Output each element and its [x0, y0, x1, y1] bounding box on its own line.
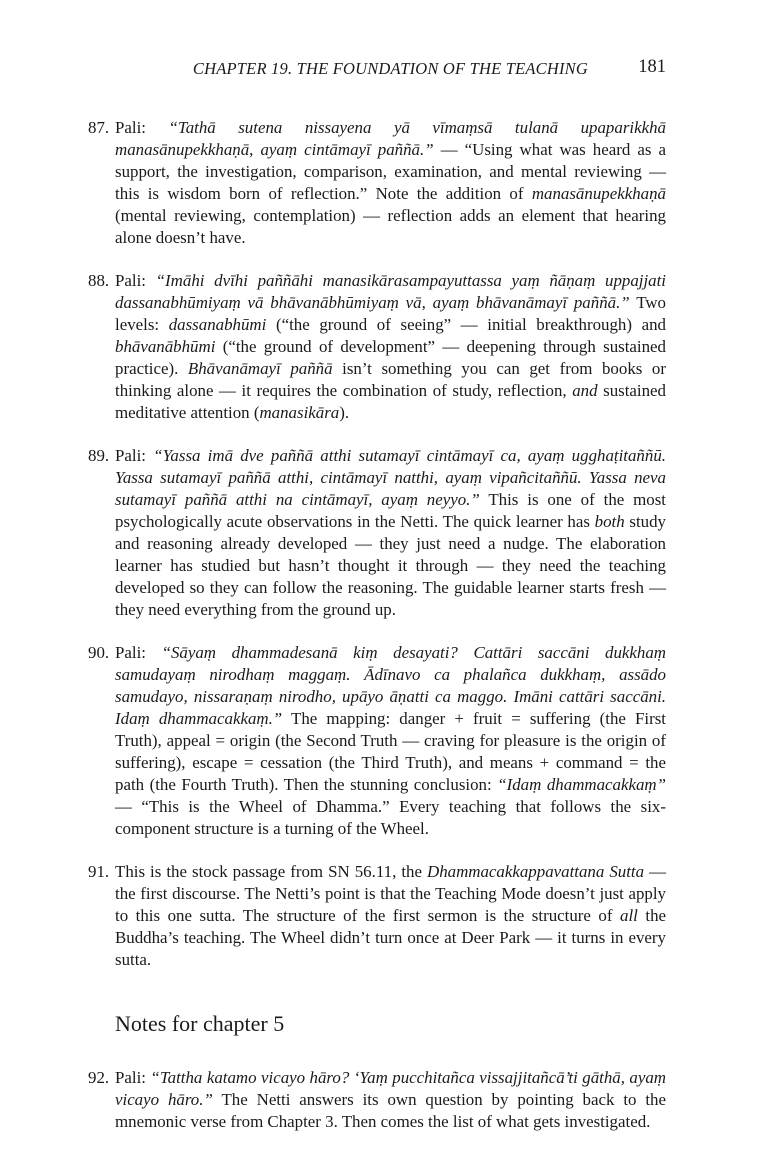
note-text: study and reasoning already developed — they just need a nudge. The elaboration learner has studied but hasn’t thought it through — they need the teaching developed so they can follow the reasoning. The guidable learner starts fresh — they need everything from the ground up.: [115, 512, 666, 619]
italic-text: “Sāyaṃ dhammadesanā kiṃ desayati? Cattāri saccāni dukkhaṃ samudayaṃ nirodhaṃ maggaṃ. Ādīnavo ca phalañca dukkhaṃ, assādo samudayo, nissaraṇaṃ nirodho, upāyo āṇatti ca maggo. Imāni cattāri saccāni. Idaṃ dhammacakkaṃ.”: [115, 643, 666, 728]
endnote-number: 87.: [88, 118, 110, 137]
running-head: [114, 57, 666, 81]
page-number: 181: [638, 57, 666, 77]
section-heading: Notes for chapter 5: [115, 1011, 285, 1036]
note-text: ).: [339, 403, 350, 422]
endnote: [88, 445, 666, 621]
note-text: — the first discourse. The Netti’s point is that the Teaching Mode doesn’t just apply to this one sutta. The structure of the first sermon is the structure of: [115, 862, 666, 925]
note-text: Pali:: [115, 446, 154, 465]
note-text: Pali:: [115, 1068, 151, 1087]
note-text: isn’t something you can get from books or thinking alone — it requires the combination of study, reflection,: [115, 359, 666, 400]
endnote-number: 90.: [88, 643, 110, 662]
note-text: (mental reviewing, contemplation) — reflection adds an element that hearing alone doesn’t have.: [115, 206, 666, 247]
note-text: Pali:: [115, 271, 156, 290]
note-text: The Netti answers its own question by pointing back to the mnemonic verse from Chapter 3. Then comes the list of what gets investigated.: [115, 1090, 666, 1131]
note-text: Pali:: [115, 118, 169, 137]
endnote: [88, 270, 666, 424]
endnote-number: 91.: [88, 862, 110, 881]
endnote-number: 88.: [88, 271, 110, 290]
note-text: Pali:: [115, 643, 162, 662]
note-text: (“the ground of seeing” — initial breakthrough) and: [266, 315, 666, 334]
note-text: the Buddha’s teaching. The Wheel didn’t turn once at Deer Park — it turns in every sutta.: [115, 906, 667, 969]
italic-text: Bhāvanāmayī paññā: [187, 359, 333, 378]
note-text: — “This is the Wheel of Dhamma.” Every teaching that follows the six-component structure is a turning of the Wheel.: [115, 797, 666, 838]
endnote-number: 89.: [88, 446, 110, 465]
endnote: [88, 117, 666, 249]
italic-text: and: [572, 381, 598, 400]
italic-text: “Tathā sutena nissayena yā vīmaṃsā tulanā upaparikkhā manasānupekkhaṇā, ayaṃ cintāmayī paññā.”: [115, 118, 666, 159]
italic-text: “Idaṃ dhammacakkaṃ”: [497, 775, 667, 794]
note-text: This is the stock passage from SN 56.11, the: [115, 862, 427, 881]
italic-text: “Yassa imā dve paññā atthi sutamayī cintāmayī ca, ayaṃ ugghaṭitaññū. Yassa sutamayī paññā atthi, cintāmayī natthi, ayaṃ vipañcitaññū. Yassa neva sutamayī paññā atthi na cintāmayī, ayaṃ neyyo.”: [115, 446, 666, 509]
note-text: Two levels:: [115, 293, 666, 334]
note-text: — “Using what was heard as a support, the investigation, comparison, examination, and mental reviewing — this is wisdom born of reflection.” Note the addition of: [115, 140, 666, 203]
endnote: [88, 642, 666, 840]
italic-text: Dhammacakkappavattana Sutta: [427, 862, 645, 881]
italic-text: both: [594, 512, 625, 531]
note-text: This is one of the most psychologically acute observations in the Netti. The quick learner has: [115, 490, 666, 531]
italic-text: “Imāhi dvīhi paññāhi manasikārasampayuttassa yaṃ ñāṇaṃ uppajjati dassanabhūmiyaṃ vā bhāvanābhūmiyaṃ vā, ayaṃ bhāvanāmayī paññā.”: [115, 271, 666, 312]
note-text: sustained meditative attention (: [115, 381, 666, 422]
endnote: [88, 861, 666, 971]
notes-list: [88, 1067, 666, 1133]
italic-text: dassanabhūmi: [168, 315, 267, 334]
note-text: The mapping: danger + fruit = suffering (the First Truth), appeal = origin (the Second Truth — craving for pleasure is the origin of suffering), escape = cessation (the Third Truth), and means + command = the path (the Fourth Truth). Then the stunning conclusion:: [115, 709, 666, 794]
running-title: CHAPTER 19. THE FOUNDATION OF THE TEACHING: [192, 59, 588, 78]
endnote-number: 92.: [88, 1068, 110, 1087]
notes-list: [88, 117, 666, 971]
italic-text: manasānupekkhaṇā: [531, 184, 666, 203]
italic-text: all: [620, 906, 638, 925]
endnote: [88, 1067, 666, 1133]
italic-text: bhāvanābhūmi: [115, 337, 216, 356]
endnotes: [88, 117, 666, 1154]
note-text: (“the ground of development” — deepening through sustained practice).: [115, 337, 666, 378]
italic-text: “Tattha katamo vicayo hāro? ‘Yaṃ pucchitañca vissajjitañcā’ti gāthā, ayaṃ vicayo hāro.”: [115, 1068, 666, 1109]
italic-text: manasikāra: [259, 403, 340, 422]
